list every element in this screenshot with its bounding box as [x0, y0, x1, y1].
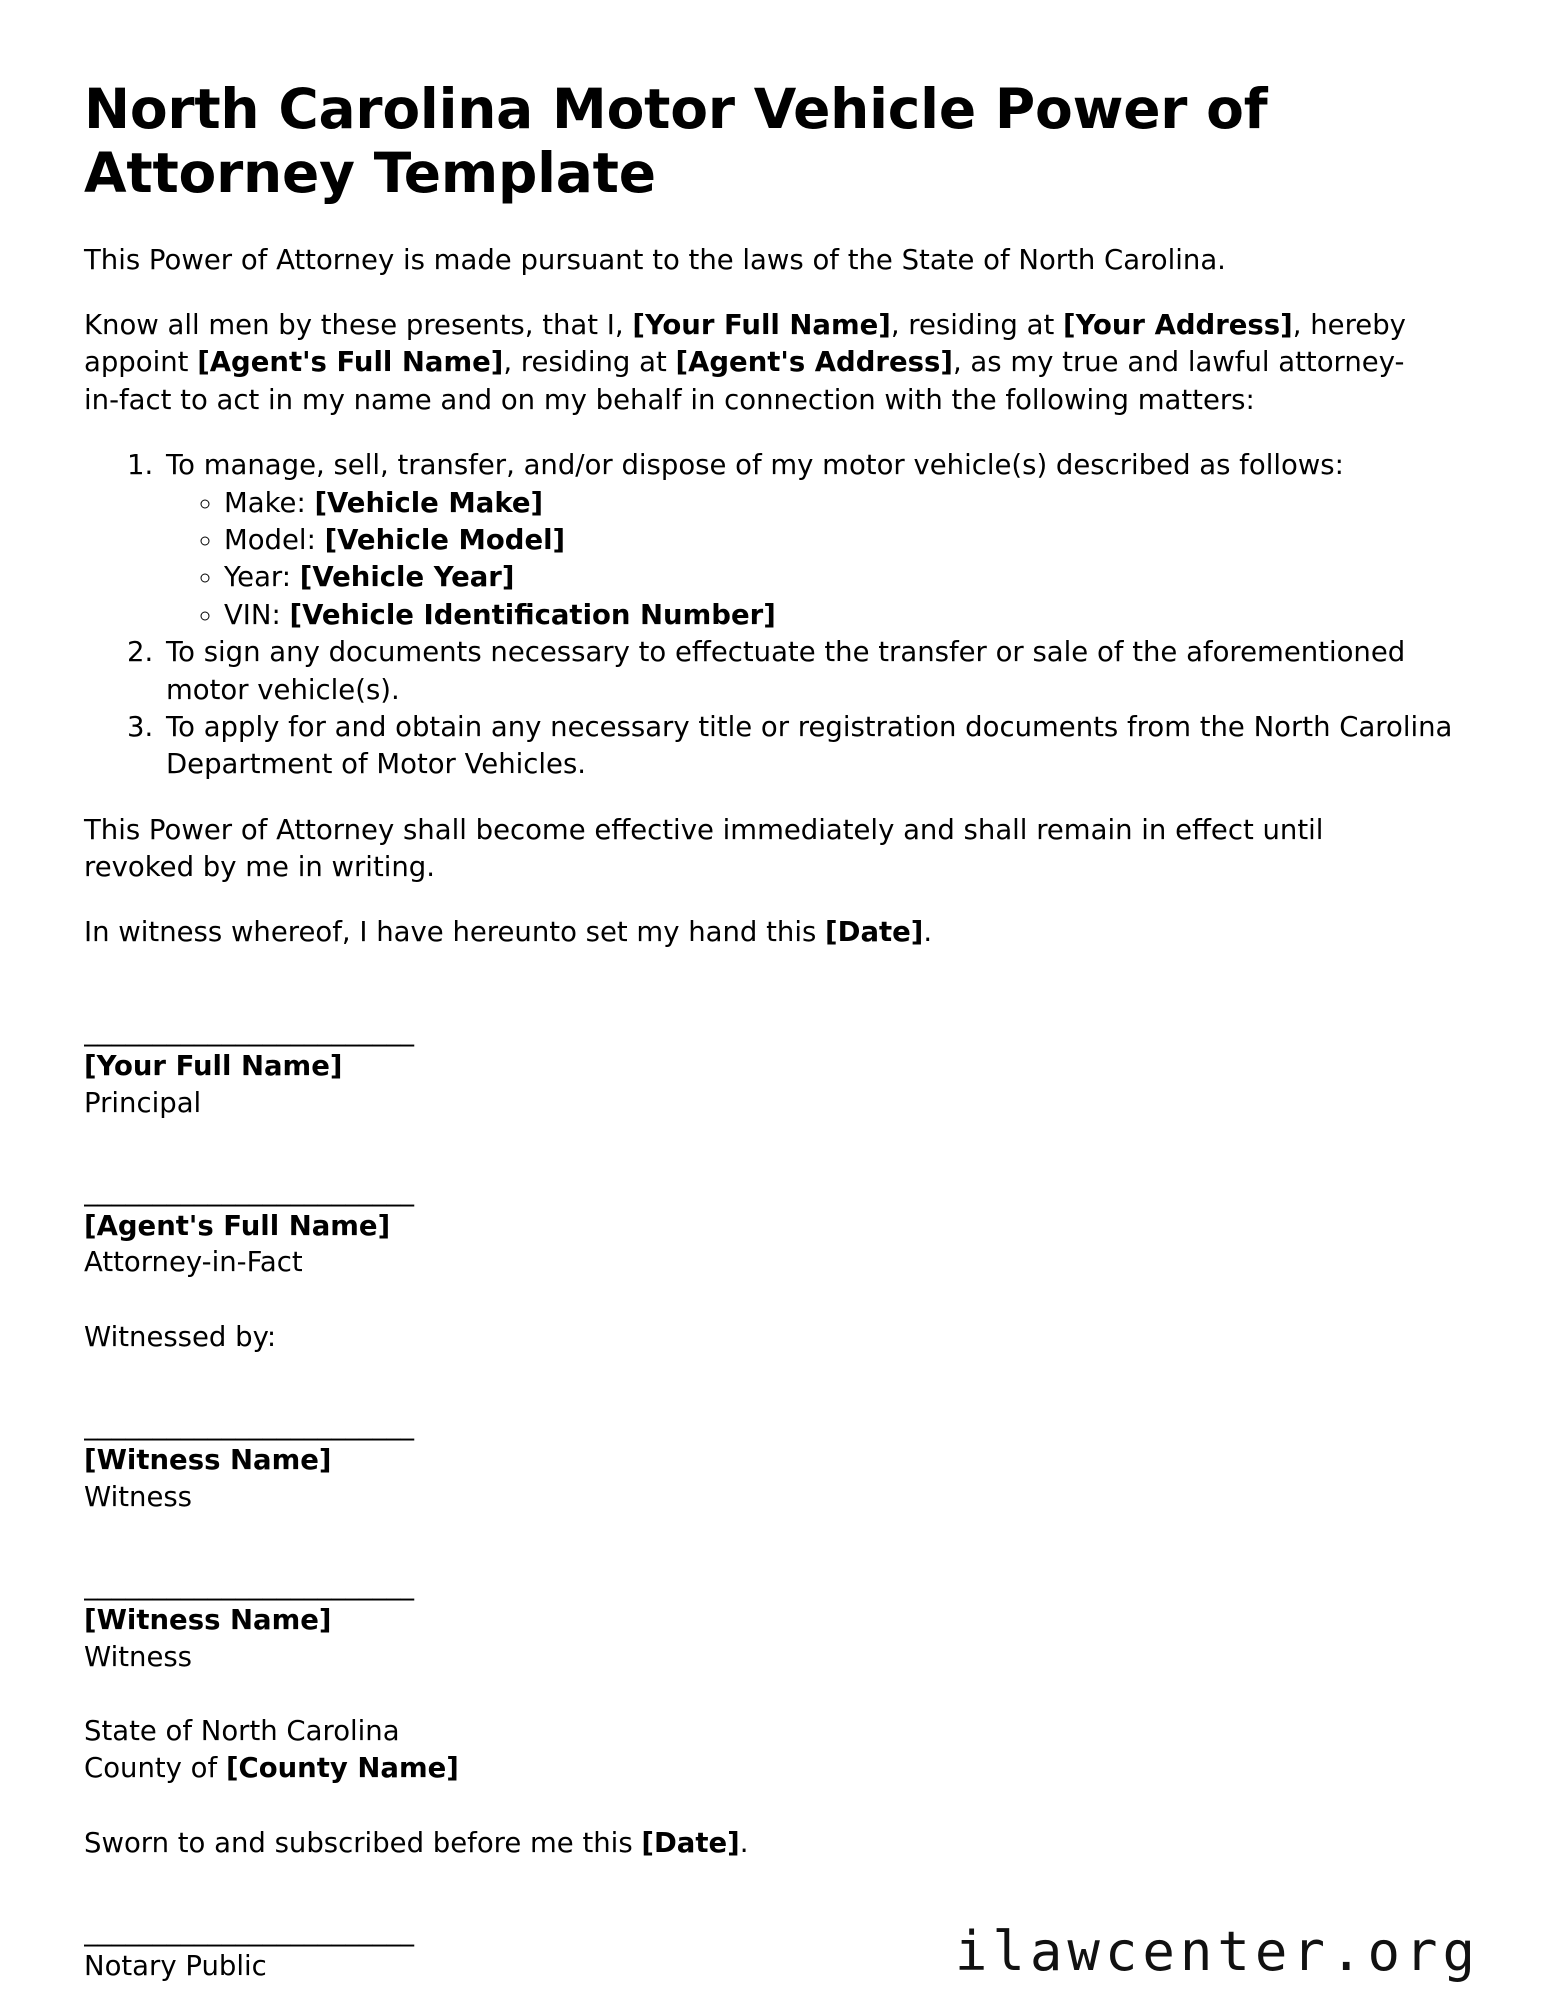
- page-title: North Carolina Motor Vehicle Power of Attorney Template: [84, 77, 1268, 205]
- witness-two-block: [84, 1572, 1470, 1676]
- spacer: [84, 1281, 1470, 1319]
- agent-signature-block: [84, 1178, 1470, 1282]
- principal-signature-name: [Your Full Name]: [84, 1049, 343, 1082]
- signature-rule: ________________________: [84, 1571, 414, 1601]
- agent-name-placeholder: [Agent's Full Name]: [197, 346, 504, 379]
- vehicle-detail-vin: [224, 597, 1470, 634]
- vehicle-detail-make: [224, 485, 1470, 522]
- witness-two-role: Witness: [84, 1640, 193, 1673]
- power-item-text: To sign any documents necessary to effectuate the transfer or sale of the aforementioned motor vehicle(s).: [166, 636, 1406, 706]
- sworn-statement: [84, 1825, 1470, 1862]
- vehicle-make-value: [Vehicle Make]: [314, 486, 544, 519]
- sworn-text-2: .: [739, 1827, 749, 1860]
- witness-one-block: [84, 1412, 1470, 1516]
- power-item: [162, 634, 1470, 709]
- county-placeholder: [County Name]: [225, 1752, 459, 1785]
- principal-name-placeholder: [Your Full Name]: [632, 308, 891, 341]
- principal-address-placeholder: [Your Address]: [1063, 308, 1293, 341]
- signature-rule: ________________________: [84, 1177, 414, 1207]
- witness-one-name: [Witness Name]: [84, 1444, 332, 1477]
- principal-signature-block: [84, 1018, 1470, 1122]
- county-label: County of: [84, 1752, 226, 1785]
- appointment-paragraph: [84, 307, 1429, 419]
- power-item-text: To apply for and obtain any necessary title or registration documents from the North Carolina Department of Motor Vehicles.: [166, 710, 1453, 781]
- appointment-text-5: , as my true and lawful attorney-in-fact to act in my name and on my behalf in connection with the following matters:: [84, 346, 1405, 416]
- power-item-text: To manage, sell, transfer, and/or dispose of my motor vehicle(s) described as follows:: [166, 449, 1344, 482]
- vehicle-details-list: [166, 485, 1470, 635]
- sworn-date-placeholder: [Date]: [641, 1827, 740, 1860]
- sworn-text-1: Sworn to and subscribed before me this: [84, 1827, 642, 1860]
- site-watermark: ilawcenter.org: [954, 1920, 1480, 1983]
- spacer: [84, 1122, 1470, 1178]
- notary-state-line: State of North Carolina: [84, 1715, 400, 1748]
- spacer: [84, 1675, 1470, 1713]
- witness-whereof-text-1: In witness whereof, I have hereunto set my hand this: [84, 916, 826, 949]
- principal-signature-role: Principal: [84, 1086, 202, 1119]
- vehicle-vin-value: [Vehicle Identification Number]: [289, 598, 776, 631]
- vehicle-detail-model: [224, 522, 1470, 559]
- agent-address-placeholder: [Agent's Address]: [675, 346, 953, 379]
- witness-two-name: [Witness Name]: [84, 1603, 332, 1636]
- vehicle-model-label: Model:: [224, 523, 325, 556]
- vehicle-year-label: Year:: [224, 561, 300, 594]
- vehicle-model-value: [Vehicle Model]: [324, 523, 566, 556]
- witness-one-role: Witness: [84, 1480, 193, 1513]
- powers-list: [84, 447, 1470, 784]
- spacer: [84, 1516, 1470, 1572]
- signature-rule: ________________________: [84, 1917, 414, 1947]
- spacer: [84, 1356, 1470, 1412]
- witness-whereof-text-2: .: [923, 916, 933, 949]
- power-item: [162, 447, 1470, 634]
- appointment-text-1: Know all men by these presents, that I,: [84, 308, 633, 341]
- power-item: [162, 709, 1470, 784]
- agent-signature-role: Attorney-in-Fact: [84, 1246, 303, 1279]
- spacer: [84, 980, 1470, 1018]
- notary-role-label: Notary Public: [84, 1949, 267, 1982]
- appointment-text-2: , residing at: [890, 308, 1063, 341]
- signature-rule: ________________________: [84, 1017, 414, 1047]
- appointment-text-4: , residing at: [503, 346, 676, 379]
- agent-signature-name: [Agent's Full Name]: [84, 1209, 391, 1242]
- vehicle-detail-year: [224, 559, 1470, 596]
- witnessed-by-label: Witnessed by:: [84, 1321, 277, 1354]
- witness-date-placeholder: [Date]: [825, 916, 924, 949]
- vehicle-vin-label: VIN:: [224, 598, 290, 631]
- notary-county-line: [84, 1750, 1470, 1787]
- spacer: [84, 1787, 1470, 1825]
- appointment-text-3: , hereby appoint: [84, 308, 1406, 379]
- signature-rule: ________________________: [84, 1412, 414, 1442]
- spacer: [84, 1862, 1470, 1918]
- effective-paragraph: This Power of Attorney shall become effective immediately and shall remain in effect until revoked by me in writing.: [84, 813, 1324, 884]
- vehicle-year-value: [Vehicle Year]: [299, 561, 515, 594]
- vehicle-make-label: Make:: [224, 486, 315, 519]
- intro-paragraph: This Power of Attorney is made pursuant to the laws of the State of North Carolina.: [84, 243, 1226, 276]
- witness-whereof-paragraph: [84, 914, 1429, 951]
